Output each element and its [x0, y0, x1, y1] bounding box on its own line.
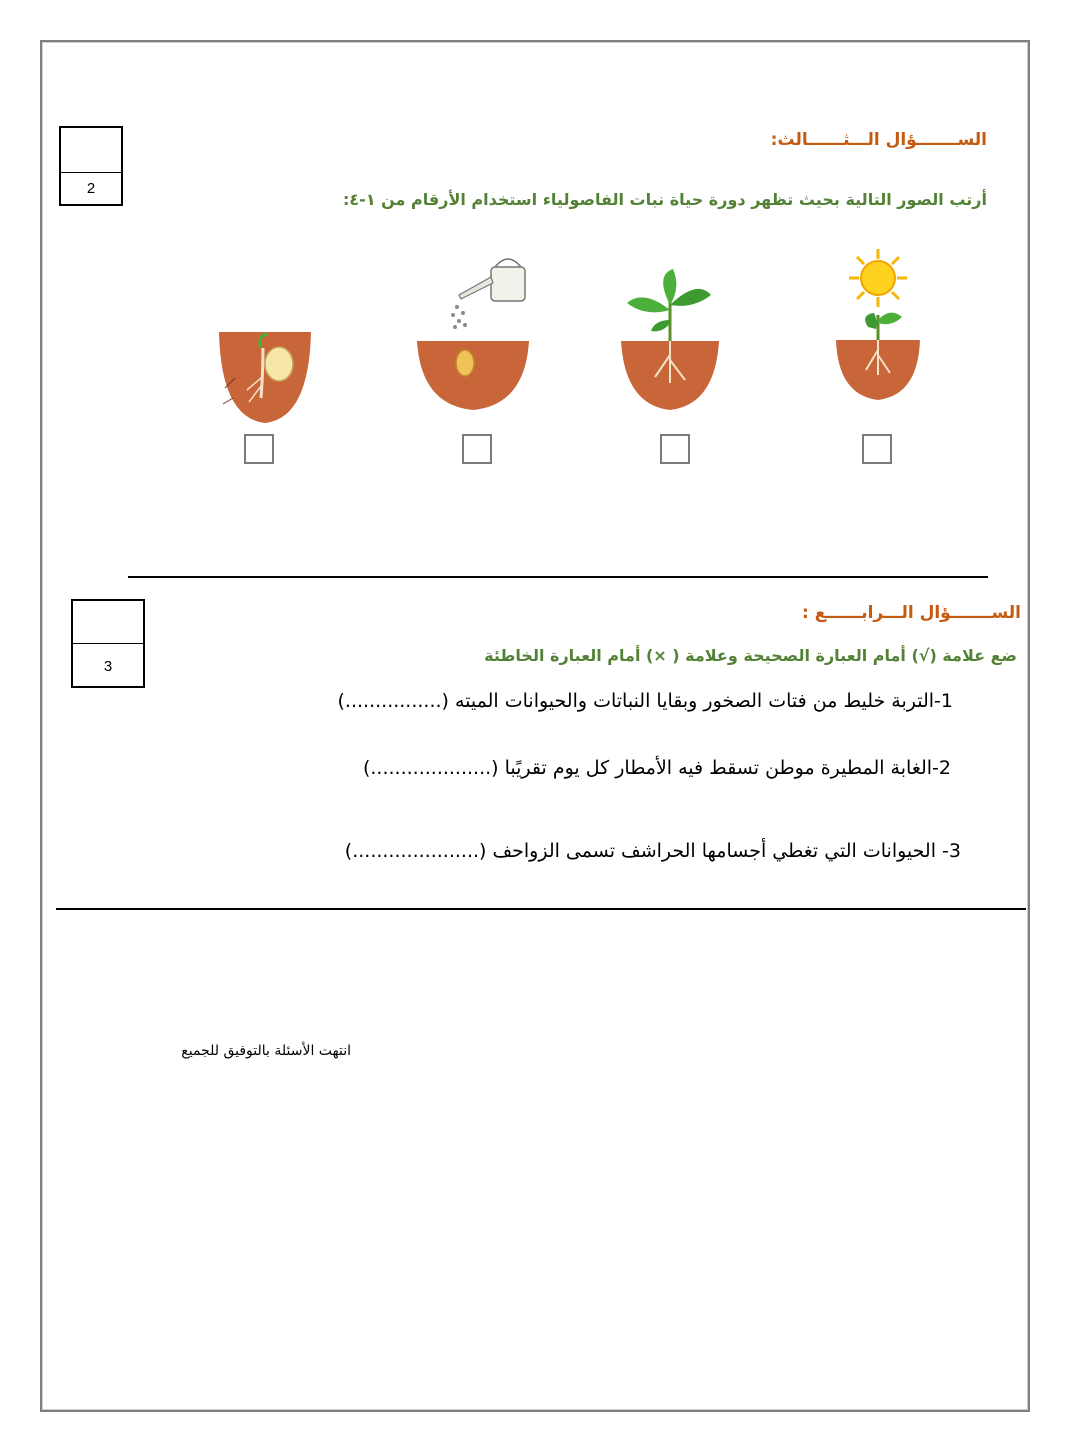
sun-sprout-icon [830, 245, 926, 405]
statement-2: 2-الغابة المطيرة موطن تسقط فيه الأمطار كل يوم تقريًبا (....................) [362, 757, 951, 779]
order-box-3[interactable] [462, 434, 492, 464]
order-box-2[interactable] [660, 434, 690, 464]
watering-can-icon [413, 255, 533, 415]
germinating-seed-icon [215, 328, 315, 428]
section-divider-1 [128, 576, 988, 578]
q3-score-box [59, 126, 123, 206]
statement-3: 3- الحيوانات التي تغطي أجسامها الحراشف تسمى الزواحف (.....................) [344, 840, 961, 862]
q4-score-value: 3 [73, 643, 143, 689]
order-box-4[interactable] [244, 434, 274, 464]
q3-score-value: 2 [61, 172, 121, 205]
statement-1: 1-التربة خليط من فتات الصخور وبقايا النباتات والحيوانات الميته (................) [337, 690, 953, 712]
q4-score-box [71, 599, 145, 688]
q4-instruction: ضع علامة (√) أمام العبارة الصحيحة وعلامة ( ×) أمام العبارة الخاطئة [484, 646, 1017, 665]
bean-plant-icon [615, 265, 725, 415]
order-box-1[interactable] [862, 434, 892, 464]
q4-heading: الســـــــؤال الـــرابــــــع : [802, 603, 1021, 623]
section-divider-2 [56, 908, 1026, 910]
q3-instruction: أرتب الصور التالية بحيث تظهر دورة حياة نبات الفاصولياء استخدام الأرقام من ١-٤: [343, 190, 987, 209]
watering-can-shape [459, 259, 525, 301]
q3-heading: الســـــــؤال الـــثــــــالث: [770, 130, 987, 150]
sun-icon [849, 249, 907, 307]
closing-message: انتهت الأسئلة بالتوفيق للجميع [181, 1043, 351, 1059]
